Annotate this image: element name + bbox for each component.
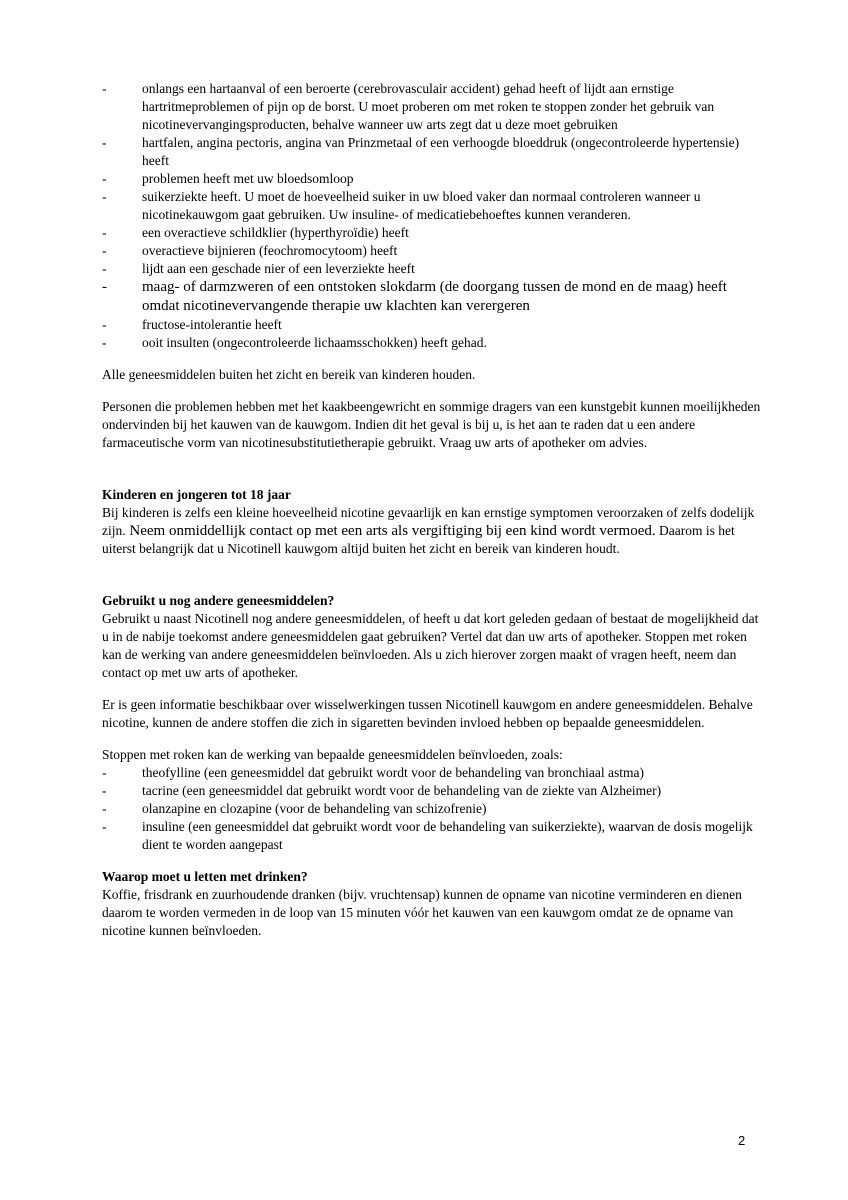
bullet-dash: -	[102, 81, 107, 96]
list-item	[102, 800, 762, 818]
list-item-text: insuline (een geneesmiddel dat gebruikt wordt voor de behandeling van suikerziekte), waarvan de dosis mogelijk dient te worden aangepast	[142, 819, 753, 852]
jaw-paragraph: Personen die problemen hebben met het kaakbeengewricht en sommige dragers van een kunstgebit kunnen moeilijkheden ondervinden bij het kauwen van de kauwgom. Indien dit het geval is bij u, is het aan te raden dat u een andere farmaceutische vorm van nicotinesubstitutietherapie gebruikt. Vraag uw arts of apotheker om advies.	[102, 399, 761, 450]
list-item	[102, 134, 762, 170]
list-item	[102, 170, 762, 188]
list-item	[102, 80, 762, 134]
interactions-paragraph: Er is geen informatie beschikbaar over wisselwerkingen tussen Nicotinell kauwgom en andere geneesmiddelen. Behalve nicotine, kunnen de andere stoffen die zich in sigaretten bevinden invloed hebben op bepaalde geneesmiddelen.	[102, 697, 753, 730]
list-item-text: olanzapine en clozapine (voor de behandeling van schizofrenie)	[142, 801, 487, 816]
list-item	[102, 242, 762, 260]
list-item-text: problemen heeft met uw bloedsomloop	[142, 171, 354, 186]
list-item	[102, 764, 762, 782]
children-text-b: Neem onmiddellijk contact op met een arts als vergiftiging bij een kind wordt vermoed.	[125, 523, 656, 539]
list-item	[102, 188, 762, 224]
bullet-dash: -	[102, 279, 107, 295]
document-page	[102, 80, 762, 940]
list-item	[102, 278, 762, 316]
list-item-text: theofylline (een geneesmiddel dat gebruikt wordt voor de behandeling van bronchiaal astma)	[142, 765, 644, 780]
other-meds-heading: Gebruikt u nog andere geneesmiddelen?	[102, 593, 335, 608]
list-item	[102, 818, 762, 854]
list-item-text: maag- of darmzweren of een ontstoken slokdarm (de doorgang tussen de mond en de maag) heeft omdat nicotinevervangende therapie uw klachten kan verergeren	[142, 279, 727, 314]
list-item	[102, 224, 762, 242]
bullet-dash: -	[102, 335, 107, 350]
children-paragraph	[102, 504, 762, 558]
list-item-text: een overactieve schildklier (hyperthyroïdie) heeft	[142, 225, 409, 240]
medicines-list	[102, 764, 762, 854]
list-item	[102, 316, 762, 334]
bullet-dash: -	[102, 801, 107, 816]
bullet-dash: -	[102, 261, 107, 276]
list-item-text: ooit insulten (ongecontroleerde lichaamsschokken) heeft gehad.	[142, 335, 487, 350]
children-text-a: Bij kinderen is zelfs een kleine hoeveelheid nicotine gevaarlijk en kan ernstige symptomen veroorzaken of zelfs dodelijk zijn.	[102, 505, 755, 538]
bullet-dash: -	[102, 819, 107, 834]
bullet-dash: -	[102, 225, 107, 240]
list-item	[102, 782, 762, 800]
list-item-text: hartfalen, angina pectoris, angina van Prinzmetaal of een verhoogde bloeddruk (ongecontroleerde hypertensie) heeft	[142, 135, 740, 168]
drinks-paragraph: Koffie, frisdrank en zuurhoudende dranken (bijv. vruchtensap) kunnen de opname van nicotine verminderen en dienen daarom te worden vermeden in de loop van 15 minuten vóór het kauwen van een kauwgom omdat ze de opname van nicotine kunnen beïnvloeden.	[102, 887, 742, 938]
storage-paragraph: Alle geneesmiddelen buiten het zicht en bereik van kinderen houden.	[102, 367, 476, 382]
bullet-dash: -	[102, 243, 107, 258]
page-number: 2	[738, 1133, 746, 1148]
list-item	[102, 334, 762, 352]
precautions-list	[102, 80, 762, 352]
list-item-text: overactieve bijnieren (feochromocytoom) heeft	[142, 243, 398, 258]
bullet-dash: -	[102, 135, 107, 150]
list-item-text: fructose-intolerantie heeft	[142, 317, 282, 332]
bullet-dash: -	[102, 765, 107, 780]
list-item-text: tacrine (een geneesmiddel dat gebruikt wordt voor de behandeling van de ziekte van Alzheimer)	[142, 783, 662, 798]
bullet-dash: -	[102, 171, 107, 186]
smoking-stop-paragraph: Stoppen met roken kan de werking van bepaalde geneesmiddelen beïnvloeden, zoals:	[102, 747, 563, 762]
children-text-c: Daarom is het uiterst belangrijk dat u Nicotinell kauwgom altijd buiten het zicht en bereik van kinderen houdt.	[102, 523, 735, 556]
other-meds-paragraph: Gebruikt u naast Nicotinell nog andere geneesmiddelen, of heeft u dat kort geleden gedaan of bestaat de mogelijkheid dat u in de nabije toekomst andere geneesmiddelen gaat gebruiken? Vertel dat dan uw arts of apotheker. Stoppen met roken kan de werking van andere geneesmiddelen beïnvloeden. Als u zich hierover zorgen maakt of vragen heeft, neem dan contact op met uw arts of apotheker.	[102, 611, 759, 680]
list-item-text: suikerziekte heeft. U moet de hoeveelheid suiker in uw bloed vaker dan normaal controleren wanneer u nicotinekauwgom gaat gebruiken. Uw insuline- of medicatiebehoeftes kunnen veranderen.	[142, 189, 701, 222]
list-item	[102, 260, 762, 278]
drinks-heading: Waarop moet u letten met drinken?	[102, 869, 308, 884]
children-heading: Kinderen en jongeren tot 18 jaar	[102, 487, 291, 502]
bullet-dash: -	[102, 783, 107, 798]
bullet-dash: -	[102, 317, 107, 332]
list-item-text: lijdt aan een geschade nier of een leverziekte heeft	[142, 261, 415, 276]
list-item-text: onlangs een hartaanval of een beroerte (cerebrovasculair accident) gehad heeft of lijdt aan ernstige hartritmeproblemen of pijn op de borst. U moet proberen om met roken te stoppen zonder het gebruik van nicotinevervangingsproducten, behalve wanneer uw arts zegt dat u deze moet gebruiken	[142, 81, 715, 132]
bullet-dash: -	[102, 189, 107, 204]
